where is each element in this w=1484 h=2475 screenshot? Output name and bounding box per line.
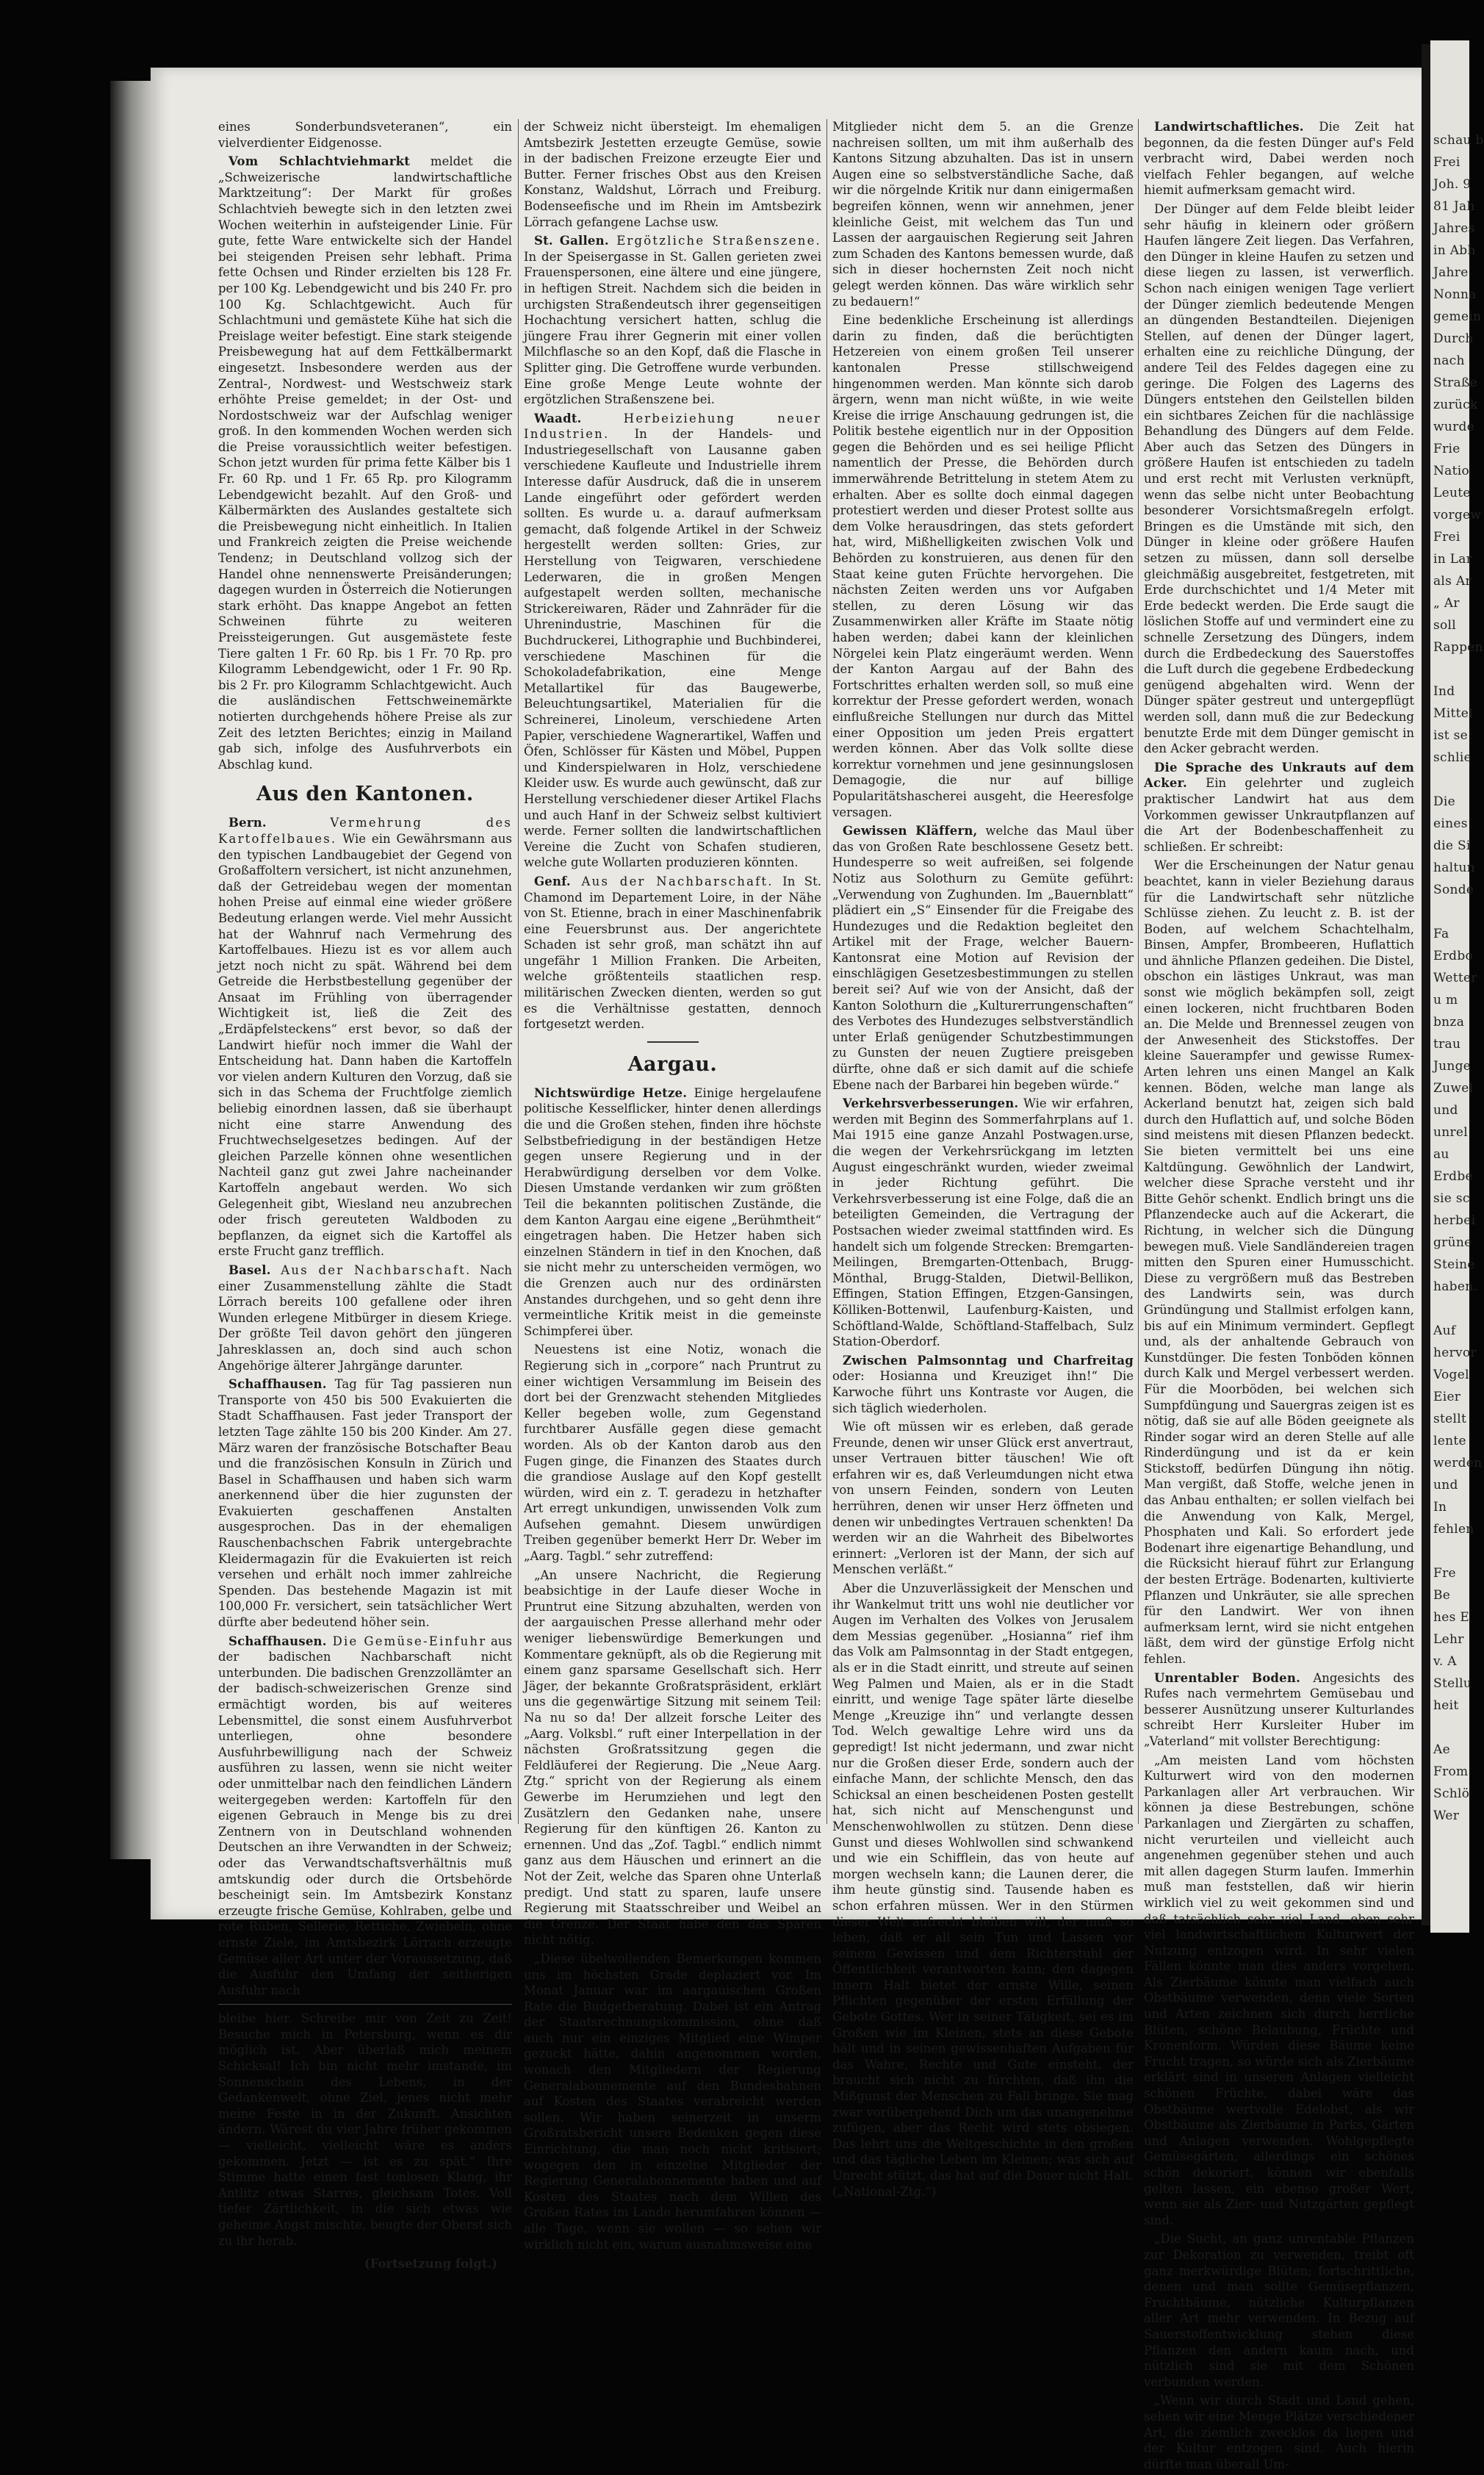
text-fragment: v. A [1433, 1654, 1457, 1669]
page-gutter [1422, 44, 1430, 1925]
text-fragment: Erdbo [1433, 949, 1474, 963]
text-fragment: schlie [1433, 750, 1472, 765]
paragraph: „Am meisten Land vom höchsten Kulturwert wird von den modernen Parkanlagen aller Art verbrauchen. Wir können ja diese Bestrebungen, schöne Parkanlagen und Ziergärten zu schaffen, nicht verurteilen und vielleicht auch angenehmen gegenüber stehen und auch mit allen dagegen Sturm laufen. Immerhin muß man feststellen, daß wir hierin wirklich viel zu weit gekommen sind und daß tatsächlich sehr viel Land, eben sehr viel landwirtschaftlichem Kulturwert der Nutzung entzogen wird. In sehr vielen Fällen könnte man dies anders vorgehen. Als Zierbäume könnte man vielfach auch Obstbäume verwenden, denn viele Sorten und Arten zeichnen sich durch herrliche Blüten, schöne Belaubung, Früchte und Kronenform. Würden diese Bäume keine Frucht tragen, so würde sich als Zierbäume erklärt sind in unseren Anlagen vielleicht schönen Früchte, dabei wäre das Obstbäume wertvolle Edelobst, als wir Obstbäume als Zierbäume in Parks, Gärten und Anlagen verwenden. Wohlgepflegte Gemüsegärten, allerdings ein schönes schön dekoriert, können wir ebenfalls gelten lassen, ein ebenso großer Wert, wenn sie als Zier- und Nutzgärten gepflegt sind. [1144, 1753, 1414, 2227]
text-fragment: Rappen [1433, 640, 1483, 655]
text-fragment: Die [1433, 794, 1456, 809]
text-fragment: Erdbe [1433, 1169, 1473, 1184]
section-heading: Aus den Kantonen. [256, 783, 474, 806]
text-fragment: Leute [1433, 486, 1471, 500]
column-4 [1144, 119, 1414, 2475]
text-fragment: vorgew [1433, 508, 1482, 522]
text-fragment: wurde [1433, 420, 1475, 434]
article-waadt: Waadt. Herbeiziehung neuer Industrien. In der Handels- und Industriegesellschaft von Lausanne gaben verschiedene Kaufleute und Industrielle ihrem Interesse dafür Ausdruck, daß die in unserem Lande eingeführt oder gefördert werden sollten. Es wurde u. a. darauf aufmerksam gemacht, daß folgende Artikel in der Schweiz hergestellt werden sollten: Gries, zur Herstellung von Teigwaren, verschiedene Lederwaren, die in großen Mengen aufgestapelt werden sollten, mechanische Strickereiwaren, Räder und Zahnräder für die Uhrenindustrie, Maschinen für die Buchdruckerei, Lithographie und Buchbinderei, verschiedene Maschinen für die Schokoladefabrikation, eine Menge Metallartikel für das Baugewerbe, Beleuchtungsartikel, Materialien für die Schreinerei, Linoleum, verschiedene Arten Papier, verschiedene Wagnerartikel, Waffen und Öfen, Schlösser für Kästen und Möbel, Puppen und Kinderspielwaren in Holz, verschiedene Kleider usw. Es wurde auch gewünscht, daß zur Herstellung verschiedener dieser Artikel Flachs und auch Hanf in der Schweiz selbst kultiviert werde. Ferner sollten die landwirtschaftlichen Vereine die Zucht von Schafen studieren, welche gute Wollarten produzieren könnten. [524, 411, 821, 870]
text-fragment: grüne [1433, 1235, 1472, 1250]
text-fragment: In [1433, 1500, 1447, 1515]
paragraph: „Die Sucht, an ganz unrentable Pflanzen zur Dekoration zu verwenden, treibt oft ganz merkwürdige Blüten; fortschrittliche, denen und man sollte Gemüsepflanzen, Fruchtbäume, nützliche Kulturpflanzen aller Art mehr verwenden. In Bezug auf Sauerstoffentwicklung stehen diese Pflanzen den andern kaum nach, und nützlich sind sie mit dem Schönen verbunden werden. [1144, 2232, 1414, 2389]
paragraph: der Schweiz nicht übersteigt. Im ehemaligen Amtsbezirk Jestetten erzeugte Gemüse, sowie in der badischen Freizone erzeugte Eier und Butter. Ferner frisches Obst aus den Kreisen Konstanz, Waldshut, Lörrach und Freiburg. Bodenseefische und im Rhein im Amtsbezirk Lörrach gefangene Lachse usw. [524, 120, 821, 229]
text-fragment: Jahres [1433, 221, 1475, 236]
text-fragment: haltun [1433, 861, 1476, 875]
paragraph: eines Sonderbundsveteranen“, ein vielverdienter Eidgenosse. [218, 120, 512, 150]
text-fragment: Eier [1433, 1390, 1461, 1404]
text-fragment: als Ar [1433, 574, 1472, 589]
article-verkehr: Verkehrsverbesserungen. Wie wir erfahren, werden mit Beginn des Sommerfahrplans auf 1. Mai 1915 eine ganze Anzahl Postwagen.urse, die wegen der Verkehrsrückgang im letzten August eingeschränkt wurden, wieder zweimal in jeder Richtung geführt. Die Verkehrsverbesserung ist eine Folge, daß die an beteiligten Gemeinden, die Vertragung der Postsachen wieder zweimal stattfinden wird. Es handelt sich um folgende Strecken: Bremgarten-Meilingen, Bremgarten-Ottenbach, Brugg-Mönthal, Brugg-Stalden, Dietwil-Bellikon, Effingen, Station Effingen, Etzgen-Gansingen, Kölliken-Bottenwil, Laufenburg-Kaisten, und Schöftland-Walde, Schöftland-Staffelbach, Sulz Station-Oberdorf. [832, 1096, 1134, 1349]
text-fragment: Natio [1433, 464, 1470, 478]
text-fragment: gemein [1433, 309, 1482, 324]
text-fragment: lente [1433, 1434, 1466, 1448]
text-fragment: Sonde [1433, 883, 1474, 897]
text-fragment: und [1433, 1478, 1458, 1492]
text-fragment: Fa [1433, 927, 1449, 941]
paragraph: Wie oft müssen wir es erleben, daß gerade Freunde, denen wir unser Glück erst anvertraut, unser Vertrauen bitter täuschen! Wie oft erfahren wir es, daß Verleumdungen nicht etwa von unsern Feinden, sondern von Leuten herrühren, denen wir unser Herz öffneten und denen wir unbedingtes Vertrauen schenkten! Da werden wir an die Wahrheit des Bibelwortes erinnert: „Verloren ist der Mann, der sich auf Menschen verläßt.“ [832, 1420, 1134, 1577]
article-schaffhausen-gemuese: Schaffhausen. Die Gemüse-Einfuhr aus der badischen Nachbarschaft nicht unterbunden. Die badischen Grenzzollämter an der badisch-schweizerischen Grenze sind ermächtigt worden, bis auf weiteres Lebensmittel, die sonst einem Ausfuhrverbot unterliegen, ohne besondere Ausfuhrbewilligung nach der Schweiz ausführen zu lassen, wenn sie nicht weiter oder unmittelbar nach den feindlichen Ländern weitergegeben werden: Kartoffeln für den eigenen Gebrauch in Menge bis zu drei Zentnern von in Deutschland wohnenden Deutschen an ihre Verwandten in der Schweiz; oder das Verwandtschaftsverhältnis muß amtskundig oder durch die Ortsbehörde bescheinigt sein. Im Amtsbezirk Konstanz erzeugte frische Gemüse, Kohlraben, gelbe und rote Rüben, Sellerie, Rettiche, Zwiebeln, ohne ernste Ziele, im Amtsbezirk Lörrach erzeugte Gemüse aller Art unter der Voraussetzung, daß die Ausfuhr den Umfang der seitherigen Ausfuhr nach [218, 1634, 512, 1997]
text-fragment: 81 Jah [1433, 199, 1475, 214]
text-fragment: in Abh [1433, 243, 1476, 258]
article-basel: Basel. Aus der Nachbarschaft. Nach einer Zusammenstellung zählte die Stadt Lörrach bereits 100 gefallene oder ihren Wunden erlegene Mitbürger in diesem Kriege. Der größte Teil davon gehört den jüngeren Jahresklassen an, doch sind auch schon Angehörige älterer Jahrgänge darunter. [218, 1262, 512, 1373]
paragraph: Aber die Unzuverlässigkeit der Menschen und ihr Wankelmut tritt uns wohl nie deutlicher vor Augen im Verhalten des Volkes von Jerusalem dem Messias gegenüber. „Hosianna“ rief ihm das Volk am Palmsonntag in der Stadt entgegen, als er in die Stadt einritt, und streute auf seinen Weg Palmen und Maien, als er in die Stadt einritt, und wenige Tage später lärte dieselbe Menge „Kreuzige ihn“ und verlangte dessen Tod. Welch gewaltige Lehre wird uns da gepredigt! Ist nicht jedermann, und zwar nicht nur die Großen dieser Erde, sondern auch der einfache Mann, der schlichte Mensch, den das Schicksal an einen bescheidenen Posten gestellt hat, sich nicht auf Menschengunst und Menschenwohlwollen zu stützen. Denn diese Gunst und dieses Wohlwollen sind schwankend und wie ein Schifflein, das von heute auf morgen wechseln kann; die Launen derer, die ihm heute günstig sind. Tausende haben es schon erfahren müssen. Wer in den Stürmen dieser Welt aufrecht bleiben will, der muß so leben, daß er all sein Tun und Lassen vor seinem Gewissen und dem Richterstuhl der Öffentlichkeit verantworten kann; den dagegen innern Halt bietet der ernste Wille, seinen Pflichten gegenüber der ersten Erfüllung der Gebote Gottes. Wer in seiner Tätigkeit, sei es im Großen wie im Kleinen, stets an diese Gebote hält und in seinen gewissenhaften Aufgaben für das Wahre, Rechte und Gute einsteht, der braucht sich nicht zu fürchten, daß ihn die Mißgunst der Menschen zu Fall bringe. Sie mag zwar vorübergehend Dich um das unangenehme zufügen, aber das Recht wird stets obsiegen. Das lehrt uns die Weltgeschichte in den großen und das tägliche Leben im Kleinen; was sich auf Unrecht stützt, das hat auf die Dauer nicht Halt. („National-Ztg.“) [832, 1581, 1134, 2199]
text-fragment: hervor [1433, 1346, 1477, 1360]
feuilleton-text: bleibe hier. Schreibe mir von Zeit zu Zeit! Besuche mich in Petersburg, wenn es dir möglich ist. Aber überlaß mich meinem Schicksal! Ich bin nicht mehr imstande, im Sonnenschein des Lebens, in der Gedankenwelt, ohne Ziel, jenes nicht mehr meine Feste in in der Zukunft. Ansichten ändern. Wärest du vier Jahre früher gekommen — vielleicht, vielleicht wäre es anders gekommen. Jetzt — ist es zu spät.“ Ihre Stimme hatte einen fast tonlosen Klang, ihr Antlitz etwas Starres, gleichsam Totes. Voll tiefer Zärtlichkeit, in die sich etwas wie geheime Angst mischte, beugte der Oberst sich zu ihr herab. [218, 2011, 512, 2248]
paragraph: Eine bedenkliche Erscheinung ist allerdings darin zu finden, daß die berüchtigten Hetzereien von einem großen Teil unserer kantonalen Presse stillschweigend hingenommen werden. Man könnte sich darob ärgern, wenn man nicht wüßte, in wie weite Kreise die irrige Anschauung gedrungen ist, die Politik bestehe eigentlich nur in der Opposition gegen die Behörden und es sei heilige Pflicht namentlich der Presse, die Behörden durch immerwährende Betrittelung in stetem Atem zu erhalten. Aber es sollte doch einmal dagegen protestiert werden und dieser Protest sollte aus dem Volke herausdringen, das stets gefordert hat, wird, Mißhelligkeiten zwischen Volk und Behörden zu konstruieren, aus denen für den Staat keine guten Früchte hervorgehen. Die nächsten Zeiten werden uns vor Aufgaben stellen, zu deren Lösung wir das Zusammenwirken aller Kräfte im Staate nötig haben werden; dabei kann der kleinlichen Nörgelei kein Platz eingeräumt werden. Wenn der Kanton Aargau auf der Bahn des Fortschrittes erhalten werden soll, so muß eine korrektur der Presse gefordert werden, wonach einflußreiche Stellungen nur durch das Mittel einer Opposition um jeden Preis ergattert werden können. Aber das Volk sollte diese korrektur vornehmen und jene gesinnungslosen Demagogie, die nur auf billige Popularitätshascherei ausgeht, die Heeresfolge versagen. [832, 313, 1134, 819]
text-fragment: soll [1433, 618, 1457, 633]
column-2 [524, 119, 821, 2255]
text-fragment: Wer [1433, 1808, 1460, 1823]
text-fragment: und [1433, 1103, 1458, 1118]
article-schlachtviehmarkt: Vom Schlachtviehmarkt meldet die „Schweizerische landwirtschaftliche Marktzeitung“: Der Markt für großes Schlachtvieh bewegte sich in den letzten zwei Wochen weiterhin in aufsteigender Linie. Für gute, fette Ware entwickelte sich der Handel bei steigenden Preisen sehr lebhaft. Prima fette Ochsen und Rinder erzielten bis 128 Fr. per 100 Kg. Lebendgewicht und bis 240 Fr. pro 100 Kg. Schlachtgewicht. Auch für Schlachtmuni und gemästete Kühe hat sich die Preislage weiter befestigt. Eine stark steigende Preisbewegung hat auf dem Fettkälbermarkt eingesetzt. Insbesondere werden aus der Zentral-, Nordwest- und Westschweiz stark erhöhte Preise gemeldet; in der Ost- und Nordostschweiz war der Aufschlag weniger groß. In den kommenden Wochen werden sich die Preise voraussichtlich weiter befestigen. Schon jetzt wurden für prima fette Kälber bis 1 Fr. 60 Rp. und 1 Fr. 65 Rp. pro Kilogramm Lebendgewicht bezahlt. Auf den Groß- und Kälbermärkten des Auslandes gestaltete sich die Preisbewegung nicht einheitlich. In Italien und Frankreich zeigten die Preise weichende Tendenz; in Deutschland vollzog sich der Handel ohne nennenswerte Preisänderungen; dagegen wurden in Österreich die Notierungen stark erhöht. Das knappe Angebot an fetten Schweinen führte zu weiteren Preissteigerungen. Gut ausgemästete feste Tiere galten 1 Fr. 60 Rp. bis 1 Fr. 70 Rp. pro Kilogramm Lebendgewicht, oder 1 Fr. 90 Rp. bis 2 Fr. pro Kilogramm Schlachtgewicht. Auch die ausländischen Fettschweinemärkte notierten durchgehends höhere Preise als zur Zeit des letzten Berichtes; einzig in Mailand gab sich, infolge des Ausfuhrverbots ein Abschlag kund. [218, 154, 512, 772]
text-fragment: sie sc [1433, 1191, 1470, 1206]
text-fragment: Wetter [1433, 971, 1477, 985]
column-rule [1138, 119, 1139, 1824]
text-fragment: Ae [1433, 1742, 1450, 1757]
article-unrentabler-boden: Unrentabler Boden. Angesichts des Rufes nach vermehrtem Gemüsebau und besserer Ausnützung unserer Kulturlandes schreibt Herr Kursleiter Huber im „Vaterland“ mit vollster Berechtigung: [1144, 1670, 1414, 1748]
text-fragment: Mittel [1433, 706, 1473, 721]
text-fragment: Schlö [1433, 1786, 1470, 1801]
article-palmsonntag: Zwischen Palmsonntag und Charfreitag oder: Hosianna und Kreuziget ihn!“ Die Karwoche führt uns Kontraste vor Augen, die sich täglich wiederholen. [832, 1353, 1134, 1415]
text-fragment: eines [1433, 816, 1468, 831]
text-fragment: bnza [1433, 1015, 1465, 1030]
divider [218, 2004, 512, 2005]
text-fragment: „ Ar [1433, 596, 1460, 611]
text-fragment: Nonna [1433, 287, 1477, 302]
text-fragment: Joh. 9 [1433, 177, 1472, 192]
column-rule [826, 119, 827, 1824]
text-fragment: haben. [1433, 1279, 1478, 1294]
paragraph: „Diese übelwollenden Bemerkungen kommen uns im höchsten Grade deplaziert vor. Im Monat Januar war im aargauischen Großen Rate die Budgetberatung. Dabei ist ein Antrag der Staatsrechnungskommission, ohne daß auch nur ein einziges Mitglied eine Wimper gezuckt hätte, dahin angenommen worden, wonach den Mitgliedern der Regierung Generalabonnemente auf den Bundesbahnen auf Kosten des Staates verabreicht werden sollen. Wir haben seinerzeit in unserm Großratsbericht unsere Bedenken gegen diese Einrichtung, die man noch nicht kritisiert; wogegen den in einzelne Mitglieder der Regierung Generalabonnemente haben und auf Kosten des Staates nach dem Willen des Großen Rates im Lande herumfahren können — alle Tage, wenn sie wollen — so sehen wir wirklich nicht ein, warum ausnahmsweise eine [524, 1951, 821, 2252]
continuation-note: (Fortsetzung folgt.) [364, 2257, 497, 2271]
text-fragment: Frei [1433, 530, 1460, 545]
text-fragment: Durch [1433, 331, 1474, 346]
paragraph: Neuestens ist eine Notiz, wonach die Regierung sich in „corpore“ nach Pruntrut zu einer wichtigen Versammlung im Beisein des dort bei der Grenzwacht stehenden Mitgliedes Keller begeben wolle, zum Gegenstand furchtbarer Ausfälle gegen diese gemacht worden. Als ob der Kanton darob aus den Fugen ginge, die Finanzen des Staates durch die grandiose Auslage auf den Kopf gestellt würden, wird ein z. T. geradezu in hetzhafter Art erregt unkundigen, unwissenden Volk zum Aufsehen gemahnt. Diesem unwürdigen Treiben gegenüber bemerkt Herr Dr. Weber im „Aarg. Tagbl.“ sehr zutreffend: [524, 1343, 821, 1564]
text-fragment: From [1433, 1764, 1469, 1779]
text-fragment: Frie [1433, 442, 1460, 456]
text-fragment: Steine [1433, 1257, 1475, 1272]
article-bern: Bern. Vermehrung des Kartoffelbaues. Wie ein Gewährsmann aus den typischen Landbaugebiet der Gegend von Großaffoltern versichert, ist nicht anzunehmen, daß der Getreidebau wegen der momentan hohen Preise auf einmal eine wieder größere Bedeutung erlangen werde. Viel mehr Aussicht hat der Wahnruf nach Vermehrung des Kartoffelbaues. Hiezu ist es vor allem auch jetzt noch nicht zu spät. Während bei dem Getreide die Herbstbestellung gegenüber der Ansaat im Frühling von überragender Wichtigkeit ist, ließ die Zeit des „Erdäpfelsteckens“ erst bevor, so daß der Landwirt hiefür noch immer die Wahl der Entscheidung hat. Dann haben die Kartoffeln vor vielen andern Kulturen den Vorzug, daß sie sich in das Schema der Fruchtfolge ziemlich beliebig einordnen lassen, daß sie überhaupt nicht eine starre Anwendung des Fruchtwechselgesetzes bedingen. Auf der gleichen Parzelle können ohne wesentlichen Nachteil ganz gut zwei Jahre nacheinander Kartoffeln angebaut werden. Wo sich Gelegenheit gibt, Wiesland neu anzubrechen oder frisch gereuteten Waldboden zu bepflanzen, da eignet sich die Kartoffel als erste Frucht ganz trefflich. [218, 816, 512, 1259]
newspaper-page [151, 68, 1425, 2471]
article-landwirtschaftliches: Landwirtschaftliches. Die Zeit hat begonnen, da die festen Dünger auf's Feld verbracht wird, Dabei werden noch vielfach Fehler begangen, auf welche hiemit aufmerksam gemacht wird. [1144, 120, 1414, 198]
article-schaffhausen: Schaffhausen. Tag für Tag passieren nun Transporte von 450 bis 500 Evakuierten die Stadt Schaffhausen. Fast jeder Transport der letzten Tage zählte 150 bis 200 Kinder. Am 27. März waren der französische Botschafter Beau und die französischen Konsuln in Zürich und Basel in Schaffhausen und haben sich warm anerkennend über die hier zugunsten der Evakuierten geschaffenen Anstalten ausgesprochen. Das in der ehemaligen Rauschenbachschen Fabrik untergebrachte Kleidermagazin für die Evakuierten ist reich versehen und erhält noch immer zahlreiche Spenden. Das bestehende Magazin ist mit 100,000 Fr. versichert, sein tatsächlicher Wert dürfte aber bedeutend höher sein. [218, 1377, 512, 1630]
text-fragment: ist se [1433, 728, 1468, 743]
text-fragment: trau [1433, 1037, 1461, 1052]
text-fragment: nach [1433, 353, 1465, 368]
article-unkraut: Die Sprache des Unkrauts auf dem Acker. Ein gelehrter und zugleich praktischer Landwirt hat aus dem Vorkommen gewisser Unkrautpflanzen auf die Art der Bodenbeschaffenheit zu schließen. Er schreibt: [1144, 760, 1414, 854]
text-fragment: Ind [1433, 684, 1455, 699]
column-3 [832, 119, 1134, 2202]
adjacent-page-fragment [1430, 40, 1484, 1933]
text-fragment: schau b [1433, 133, 1484, 148]
article-genf: Genf. Aus der Nachbarschaft. In St. Chamond im Departement Loire, in der Nähe von St. Etienne, brach in einer Maschinenfabrik eine Feuersbrunst aus. Der angerichtete Schaden ist sehr groß, man schätzt ihn auf ungefähr 1 Million Franken. Die Arbeiten, welche größtenteils staatlichen resp. militärischen Zwecken dienten, werden so gut es die Verhältnisse gestatten, dennoch fortgesetzt werden. [524, 874, 821, 1032]
paragraph: „An unsere Nachricht, die Regierung beabsichtige in der Laufe dieser Woche in Pruntrut eine Sitzung abzuhalten, werden von der aargauischen Presse allerhand mehr oder weniger liebenswürdige Bemerkungen und Kommentare geknüpft, als ob die Regierung mit einem ganz sparsame Gesellschaft sich. Herr Jäger, der bekannte Großratspräsident, erklärt uns die gegenwärtige Sitzung mit seinem Teil: Na nu so da! Der allzeit forsche Leiter des „Aarg. Volksbl.“ ruft einer Interpellation in der nächsten Großratssitzung gegen die Feldläuferei der Regierung. Die „Neue Aarg. Ztg.“ spricht von der Regierung als einem Gewerbe im Herumziehen und legt den Zusätzlern den Gedanken nahe, unsere Regierung für den künftigen 26. Kanton zu ernennen. Und das „Zof. Tagbl.“ endlich nimmt ganz aus dem Häuschen und erinnert an die Not der Zeit, welche das Sparen ohne Unterlaß predigt. Und statt zu sparen, laufe unsere Regierung mit Staatsschreiber und Weibel an die Grenze. Der Staat habe den das Sparen nicht nötig. [524, 1567, 821, 1947]
column-rule [518, 119, 519, 1824]
article-hetze: Nichtswürdige Hetze. Einige hergelaufene politische Kesselflicker, hinter denen allerdings die und die Großen stehen, finden ihre höchste Selbstbefriedigung in der beständigen Hetze gegen unsere Regierung und in der Herabwürdigung derselben vor dem Volke. Diesen Umstande verdanken wir zum größten Teil die bekannten politischen Zustände, die dem Kanton Aargau eine eigene „Berühmtheit“ eingetragen haben. Die Hetzer haben sich einzelnen Ständern in tief in den Knochen, daß sie nicht mehr zu unterscheiden vermögen, wo die Grenzen auch nur des ordinärsten Anstandes durchgehen, und so geht denn ihre vermeintliche Kritik meist in die gemeinste Schimpferei über. [524, 1085, 821, 1338]
text-fragment: au [1433, 1147, 1449, 1162]
text-fragment: stellt [1433, 1412, 1467, 1426]
text-fragment: Vogel [1433, 1368, 1469, 1382]
divider [647, 1041, 699, 1043]
text-fragment: Zuwel [1433, 1081, 1474, 1096]
text-fragment: Fre [1433, 1566, 1456, 1581]
article-klaeffern: Gewissen Kläffern, welche das Maul über das von Großen Rate beschlossene Gesetz bett. Hundesperre so weit aufreißen, sei folgende Notiz aus Solothurn zu Gemüte geführt: „Verwendung von Zughunden. Im „Bauernblatt“ plädiert ein „S“ Einsender für die Freigabe des Hundezuges und die Redaktion begleitet den Artikel mit der Frage, welcher Bauern-Kantonsrat eine Motion auf Revision der einschlägigen Gesetzesbestimmungen zu stellen bereit sei? Auf wie von der Ansicht, daß der Kanton Solothurn die „Kulturerrungenschaften“ des Verbotes des Hundezuges selbstverständlich unter Erlaß genügender Schutzbestimmungen zu Gunsten der neuen Zugtiere preisgeben dürfte, ohne daß er sich damit auf die schiefe Ebene nach der Barbarei hin begeben würde.“ [832, 824, 1134, 1092]
text-fragment: heit [1433, 1698, 1459, 1713]
text-fragment: die Si [1433, 838, 1471, 853]
paragraph: Der Dünger auf dem Felde bleibt leider sehr häufig in kleinern oder größern Haufen längere Zeit liegen. Das Verfahren, den Dünger in kleine Haufen zu setzen und diese liegen zu lassen, ist verwerflich. Schon nach einigen wenigen Tage verliert der Dünger ziemlich bedeutende Mengen an düngenden Bestandteilen. Diejenigen Stellen, auf denen der Dünger lagert, erhalten eine zu reichliche Düngung, der andere Teil des Feldes dagegen eine zu geringe. Die Folgen des Lagerns des Düngers entstehen den Geilstellen bilden ein sichtbares Zeichen für die nachlässige Behandlung des Düngers auf dem Felde. Aber auch das Setzen des Düngers in größere Haufen ist entschieden zu tadeln und erst recht mit Verlusten verknüpft, wenn das selbe nicht unter Beobachtung besonderer Vorsichtsmaßregeln erfolgt. Bringen es die Umstände mit sich, den Dünger in kleine oder größere Haufen setzen zu müssen, dann soll derselbe gleichmäßig ausgebreitet, festgetreten, mit Erde durchschichtet und 1/4 Meter mit Erde bedeckt werden. Die Erde saugt die löslichen Stoffe auf und vermindert eine zu schnelle Zersetzung des Düngers, indem durch die Erdbedeckung des Sauerstoffes die Luft durch die gegebene Erdbedeckung genügend abgehalten wird. Wenn der Dünger später gestreut und untergepflügt werden soll, dann muß die zur Bedeckung benutzte Erde mit dem Dünger gemischt in den Acker gebracht werden. [1144, 201, 1414, 756]
article-st-gallen: St. Gallen. Ergötzliche Straßenszene. In der Speisergasse in St. Gallen gerieten zwei Frauenspersonen, eine ältere und eine jüngere, in heftigen Streit. Nachdem sich die beiden in urchigsten Straßendeutsch ihrer gegenseitigen Hochachtung versichert hatten, schlug die jüngere Frau ihrer Gegnerin mit einer vollen Milchflasche so an den Kopf, daß die Flasche in Splitter ging. Die Getroffene wurde verbunden. Eine große Menge Leute wohnte der ergötzlichen Straßenszene bei. [524, 234, 821, 407]
column-1 [218, 119, 512, 2272]
text-fragment: werden [1433, 1456, 1483, 1470]
text-fragment: herbei [1433, 1213, 1476, 1228]
text-fragment: Be [1433, 1588, 1451, 1603]
text-fragment: u m [1433, 993, 1458, 1007]
text-fragment: Junge [1433, 1059, 1472, 1074]
text-fragment: in Lar [1433, 552, 1473, 567]
text-fragment: Jahre [1433, 265, 1469, 280]
paragraph: „Wenn wir durch Stadt und Land gehen, sehen wir eine Menge Plätze verschiedener Art, die ziemlich zwecklos da liegen und der Kultur entzogen sind. Auch hierin dürfte man überall Um- [1144, 2393, 1414, 2471]
text-fragment: hes E [1433, 1610, 1470, 1625]
text-fragment: Lehr [1433, 1632, 1464, 1647]
section-heading: Aargau. [627, 1052, 718, 1076]
text-fragment: Straße [1433, 376, 1477, 390]
paragraph: Mitglieder nicht dem 5. an die Grenze nachreisen sollten, um mit ihm außerhalb des Kantons Sitzung abzuhalten. Das ist in unsern Augen eine so selbstverständliche Sache, daß wir die nörgelnde Kritik nur dann einigermaßen begreifen können, wenn wir annehmen, jener kleinliche Geist, mit welchem das Tun und Lassen der aargauischen Regierung seit Jahren zum Schaden des Kantons bemessen wurde, daß sich in dieser hochernsten Zeit noch nicht gelegt werden können. Das wäre wirklich sehr zu bedauern!“ [832, 120, 1134, 309]
text-fragment: Stellu [1433, 1676, 1472, 1691]
text-fragment: fehlen [1433, 1522, 1474, 1537]
text-fragment: unrel [1433, 1125, 1469, 1140]
text-fragment: Frei [1433, 155, 1460, 170]
text-fragment: zurück [1433, 398, 1478, 412]
text-fragment: Auf [1433, 1323, 1456, 1338]
paragraph: Wer die Erscheinungen der Natur genau beachtet, kann in vieler Beziehung daraus für die Landwirtschaft sehr nützliche Schlüsse ziehen. Zu leucht z. B. ist der Boden, auf welchem Schachtelhalm, Binsen, Ampfer, Brombeeren, Huflattich und ähnliche Pflanzen gedeihen. Die Distel, obschon ein lästiges Unkraut, was man sonst wie möglich bekämpfen soll, zeigt einen lockeren, nicht fruchtbaren Boden an. Die Melde und Brennessel zeugen von der Anwesenheit des Stickstoffes. Der kleine Sauerampfer und gewisse Rumex-Arten lehren uns einen Mangel an Kalk kennen. Böden, welche man lange als Ackerland benutzt hat, zeigen sich bald durch den Huflattich auf, und solche Böden sind meistens mit diesen Pflanzen bedeckt. Sie bieten vermittelt bei uns eine Kaltdüngung. Gewöhnlich der Landwirt, welcher diese Sprache versteht und ihr Bitte Gehör schenkt. Endlich bringt uns die Pflanzendecke auch auf die Ackerart, die Richtung, in welcher sich die Düngung bewegen muß. Viele Sandländereien tragen mitten den Spuren einer Humusschicht. Diese zu vergrößern muß das Bestreben des Landwirts sein, was durch Gründüngung und Stallmist erfolgen kann, bis auf ein Minimum vermindert. Gepflegt und, als der anhaltende Gebrauch von Kunstdünger. Die festen Tonböden können durch Kalk und Mergel verbessert werden. Für die Moorböden, bei welchen sich Sumpfdüngung und Sauergras zeigen ist es nötig, daß sie auf alle Böden geeignete als Rinder sogar wird an deren Stelle auf alle Rinderdüngung und ist da er kein Stickstoff, bedürfen Düngung ihn nötig. Man vergißt, daß Stoffe, welche jenen in das Anbau enthalten; er sollen vielfach bei die Anwendung von Kalk, Mergel, Phosphaten und Kali. So erfordert jede Bodenart ihre eigenartige Behandlung, und die Rücksicht hierauf führt zur Erlangung der besten Erträge. Bodenarten, kultivierte Pflanzen und Unkräuter, sie alle sprechen für den Landwirt. Wer von ihnen aufmerksam lernt, wird sie nicht entgehen läßt, dem wird der günstige Erfolg nicht fehlen. [1144, 858, 1414, 1666]
